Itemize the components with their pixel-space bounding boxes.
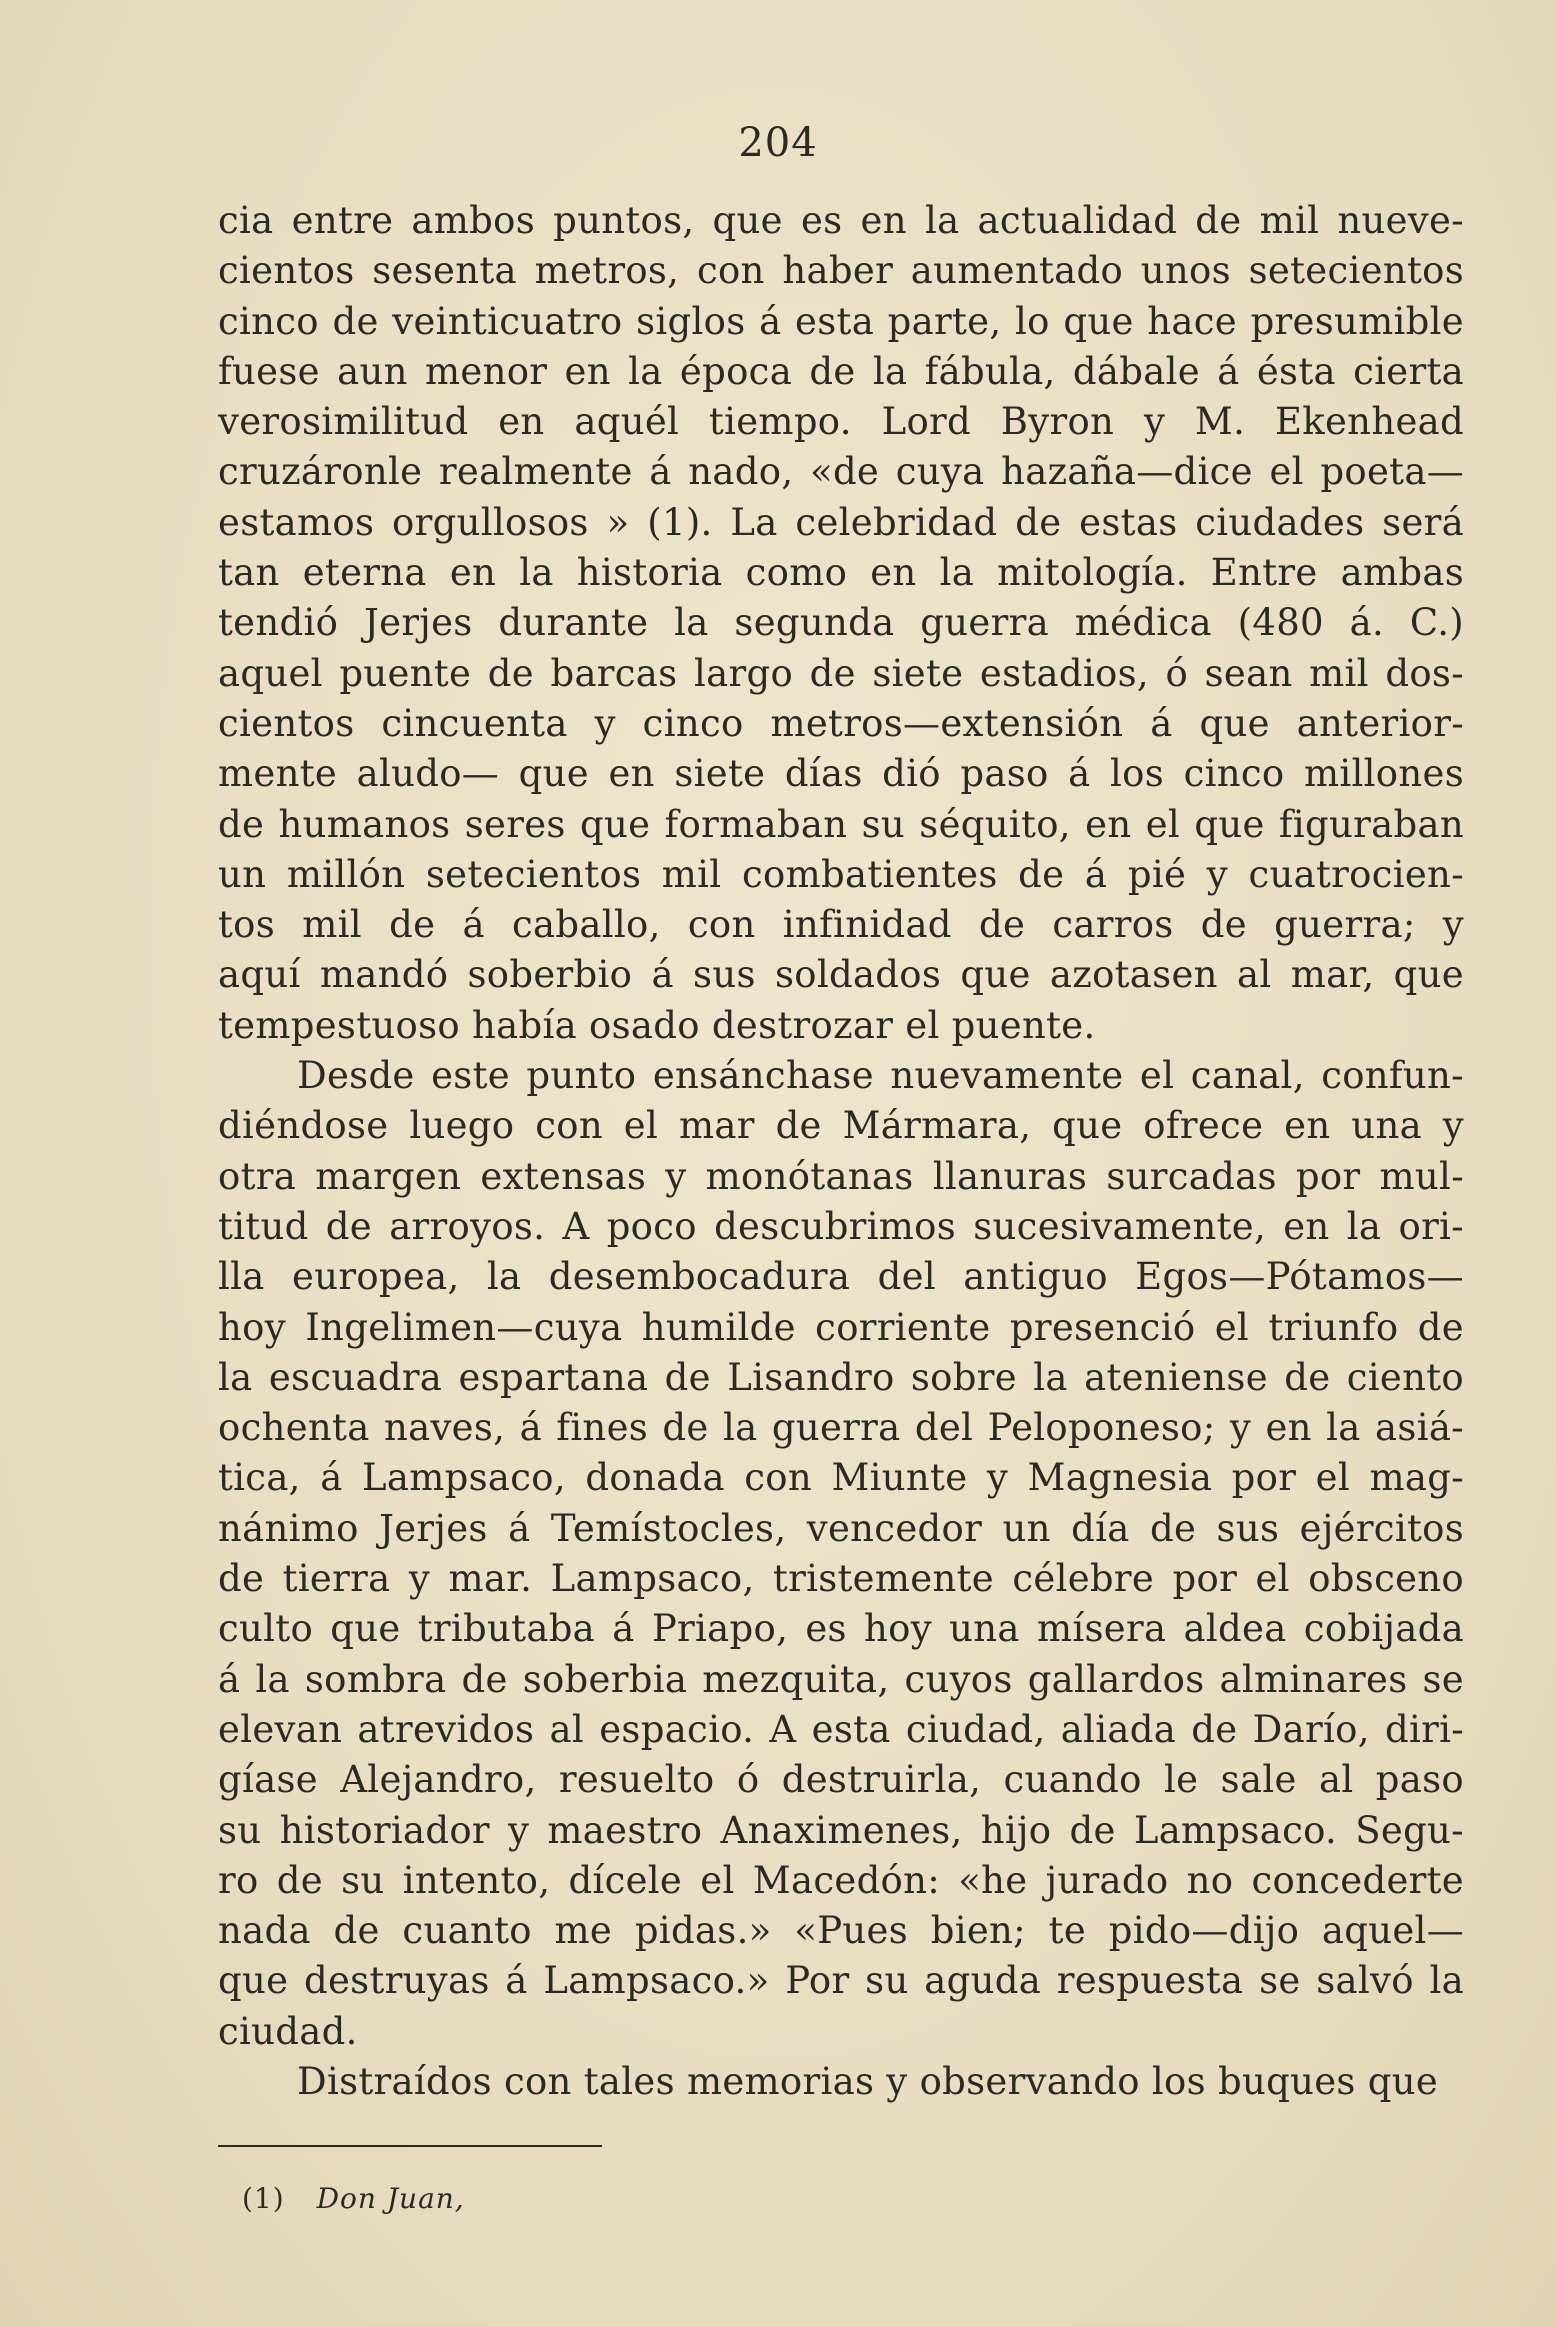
text-line: lla europea, la desembocadura del antiguo Egos—Pótamos— — [218, 1255, 1464, 1299]
text-line: nada de cuanto me pidas.» «Pues bien; te pido—dijo aquel— — [218, 1909, 1464, 1953]
text-line: cientos cincuenta y cinco metros—extensión á que anterior- — [218, 701, 1464, 745]
text-line: un millón setecientos mil combatientes de á pié y cuatrocien- — [218, 852, 1464, 896]
footnote-divider — [218, 2145, 602, 2147]
text-line: ochenta naves, á fines de la guerra del Peloponeso; y en la asiá- — [218, 1406, 1464, 1450]
page-number: 204 — [738, 120, 818, 166]
text-line: de humanos seres que formaban su séquito, en el que figuraban — [218, 802, 1464, 846]
text-line: diéndose luego con el mar de Mármara, que ofrece en una y — [218, 1104, 1464, 1148]
text-line: de tierra y mar. Lampsaco, tristemente célebre por el obsceno — [218, 1557, 1464, 1601]
text-line: Desde este punto ensánchase nuevamente el canal, confun- — [297, 1054, 1464, 1098]
text-line: cruzáronle realmente á nado, «de cuya hazaña—dice el poeta— — [218, 450, 1464, 494]
text-line: tendió Jerjes durante la segunda guerra médica (480 á. C.) — [218, 601, 1464, 645]
text-line: estamos orgullosos » (1). La celebridad de estas ciudades será — [218, 500, 1464, 544]
text-line: cientos sesenta metros, con haber aumentado unos setecientos — [218, 249, 1464, 293]
text-line: á la sombra de soberbia mezquita, cuyos gallardos alminares se — [218, 1657, 1464, 1701]
text-line: Distraídos con tales memorias y observando los buques que — [297, 2059, 1439, 2103]
text-line: fuese aun menor en la época de la fábula, dábale á ésta cierta — [218, 349, 1464, 393]
text-line: ciudad. — [218, 2009, 358, 2053]
text-line: la escuadra espartana de Lisandro sobre la ateniense de ciento — [218, 1355, 1464, 1399]
text-line: elevan atrevidos al espacio. A esta ciudad, aliada de Darío, diri- — [218, 1707, 1464, 1751]
text-line: tempestuoso había osado destrozar el puente. — [218, 1003, 1096, 1047]
text-line: cia entre ambos puntos, que es en la actualidad de mil nueve- — [218, 199, 1464, 242]
footnote-text: Don Juan, — [316, 2182, 465, 2215]
text-line: aquí mandó soberbio á sus soldados que azotasen al mar, que — [218, 953, 1464, 997]
text-line: titud de arroyos. A poco descubrimos sucesivamente, en la ori- — [218, 1204, 1464, 1248]
text-line: mente aludo— que en siete días dió paso á los cinco millones — [218, 752, 1464, 796]
body-text — [218, 196, 1464, 2107]
text-line: ro de su intento, dícele el Macedón: «he jurado no concederte — [218, 1858, 1464, 1902]
text-line: gíase Alejandro, resuelto ó destruirla, cuando le sale al paso — [218, 1758, 1464, 1802]
text-line: tos mil de á caballo, con infinidad de carros de guerra; y — [218, 903, 1464, 947]
text-line: tan eterna en la historia como en la mitología. Entre ambas — [218, 551, 1464, 595]
text-line: tica, á Lampsaco, donada con Miunte y Magnesia por el mag- — [218, 1456, 1464, 1500]
text-line: otra margen extensas y monótanas llanuras surcadas por mul- — [218, 1154, 1464, 1198]
text-line: aquel puente de barcas largo de siete estadios, ó sean mil dos- — [218, 651, 1464, 695]
text-line: su historiador y maestro Anaximenes, hijo de Lampsaco. Segu- — [218, 1808, 1464, 1852]
footnote-marker: (1) — [242, 2182, 285, 2215]
text-line: nánimo Jerjes á Temístocles, vencedor un día de sus ejércitos — [218, 1506, 1464, 1550]
text-line: que destruyas á Lampsaco.» Por su aguda respuesta se salvó la — [218, 1959, 1464, 2003]
text-line: verosimilitud en aquél tiempo. Lord Byron y M. Ekenhead — [218, 400, 1464, 444]
text-line: hoy Ingelimen—cuya humilde corriente presenció el triunfo de — [218, 1305, 1464, 1349]
text-line: culto que tributaba á Priapo, es hoy una mísera aldea cobijada — [218, 1607, 1464, 1651]
footnote — [242, 2182, 465, 2215]
text-line: cinco de veinticuatro siglos á esta parte, lo que hace presumible — [218, 299, 1464, 343]
